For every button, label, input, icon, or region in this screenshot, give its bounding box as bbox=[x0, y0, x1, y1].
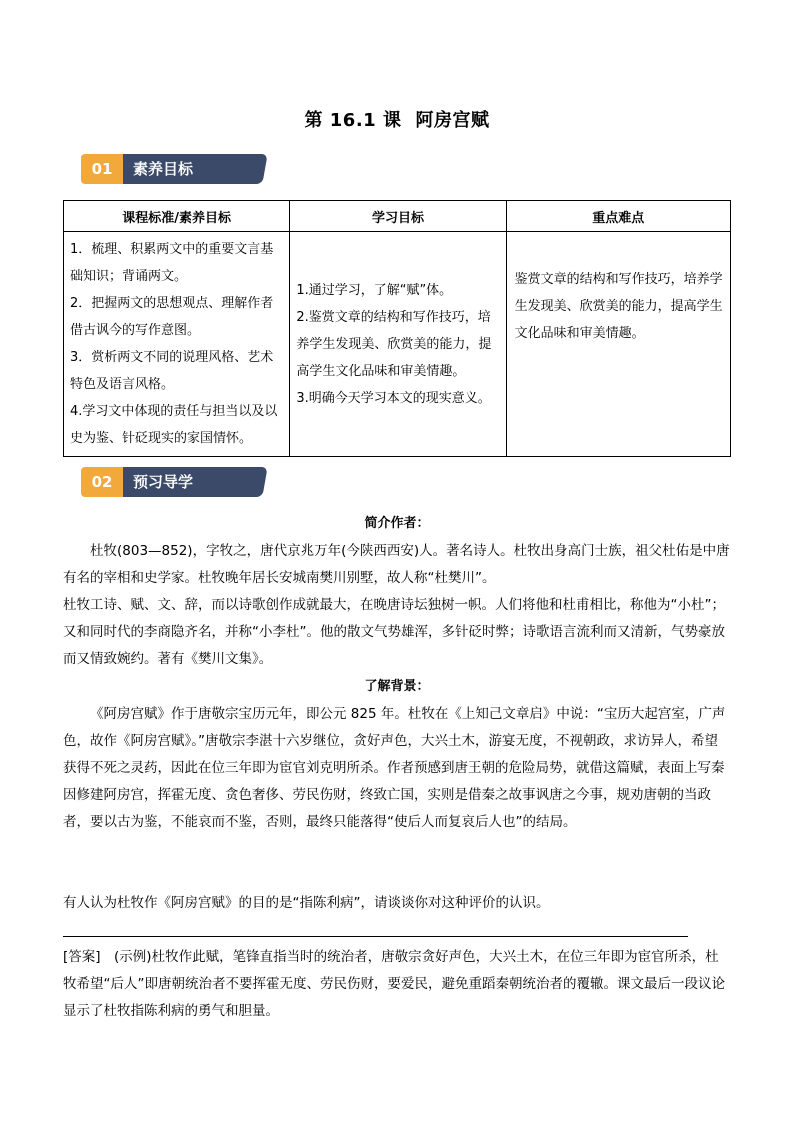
background-heading: 了解背景： bbox=[364, 679, 430, 694]
answer-line bbox=[63, 936, 688, 937]
table-header: 课程标准/素养目标 bbox=[64, 201, 290, 232]
list-item: 1.通过学习，了解“赋”体。 bbox=[296, 282, 453, 298]
section-number: 02 bbox=[81, 467, 123, 497]
list-item: 1．梳理、积累两文中的重要文言基础知识；背诵两文。 bbox=[70, 242, 274, 284]
table-cell-key-points: 鉴赏文章的结构和写作技巧，培养学生发现美、欣赏美的能力，提高学生文化品味和审美情趣。 bbox=[506, 232, 730, 457]
list-item: 4.学习文中体现的责任与担当以及以史为鉴、针砭现实的家国情怀。 bbox=[70, 404, 278, 446]
table-row bbox=[64, 232, 731, 457]
table-header: 重点难点 bbox=[506, 201, 730, 232]
answer-text: [答案] (示例)杜牧作此赋，笔锋直指当时的统治者，唐敬宗贪好声色，大兴土木，在位三年即为宦官所杀，杜牧希望“后人”即唐朝统治者不要挥霍无度、劳民伤财，要爱民，避免重蹈秦朝统治者的覆辙。课文最后一段议论显示了杜牧指陈利病的勇气和胆量。 bbox=[63, 949, 725, 1019]
author-paragraph-2: 杜牧工诗、赋、文、辞，而以诗歌创作成就最大，在晚唐诗坛独树一帜。人们将他和杜甫相比，称他为“小杜”；又和同时代的李商隐齐名，并称“小李杜”。他的散文气势雄浑，多针砭时弊；诗歌语言流利而又清新，气势豪放而又情致婉约。著有《樊川文集》。 bbox=[63, 597, 725, 667]
section-number: 01 bbox=[81, 154, 123, 184]
table-cell-standards bbox=[64, 232, 290, 457]
lesson-name: 阿房宫赋 bbox=[415, 110, 490, 131]
author-heading: 简介作者： bbox=[364, 516, 430, 531]
goals-table bbox=[63, 200, 731, 457]
background-paragraph: 《阿房宫赋》作于唐敬宗宝历元年，即公元 825 年。杜牧在《上知己文章启》中说：“宝历大起宫室，广声色，故作《阿房宫赋》。”唐敬宗李湛十六岁继位，贪好声色，大兴土木，游宴无度，不视朝政，求访异人，希望获得不死之灵药，因此在位三年即为宦官刘克明所杀。作者预感到唐王朝的危险局势，就借这篇赋，表面上写秦因修建阿房宫，挥霍无度、贪色奢侈、劳民伤财，终致亡国，实则是借秦之故事讽唐之今事，规劝唐朝的当政者，要以古为鉴，不能哀而不鉴，否则，最终只能落得“使后人而复哀后人也”的结局。 bbox=[63, 706, 726, 830]
table-header-row bbox=[64, 201, 731, 232]
list-item: 2．把握两文的思想观点、理解作者借古讽今的写作意图。 bbox=[70, 296, 274, 338]
lesson-number: 第 16.1 课 bbox=[304, 110, 402, 131]
list-item: 2.鉴赏文章的结构和写作技巧，培养学生发现美、欣赏美的能力，提高学生文化品味和审美情趣。 bbox=[296, 309, 492, 379]
section-label: 预习导学 bbox=[116, 467, 267, 497]
author-paragraph-1: 杜牧(803—852)，字牧之，唐代京兆万年(今陕西西安)人。著名诗人。杜牧出身高门士族，祖父杜佑是中唐有名的宰相和史学家。杜牧晚年居长安城南樊川别墅，故人称“杜樊川”。 bbox=[63, 543, 730, 586]
table-header: 学习目标 bbox=[290, 201, 506, 232]
question-text: 有人认为杜牧作《阿房宫赋》的目的是“指陈利病”，请谈谈你对这种评价的认识。 bbox=[63, 895, 550, 911]
table-cell-objectives bbox=[290, 232, 506, 457]
list-item: 3.明确今天学习本文的现实意义。 bbox=[296, 390, 491, 406]
section-label: 素养目标 bbox=[116, 154, 267, 184]
page-title bbox=[0, 106, 794, 132]
list-item: 3．赏析两文不同的说理风格、艺术特色及语言风格。 bbox=[70, 350, 274, 392]
